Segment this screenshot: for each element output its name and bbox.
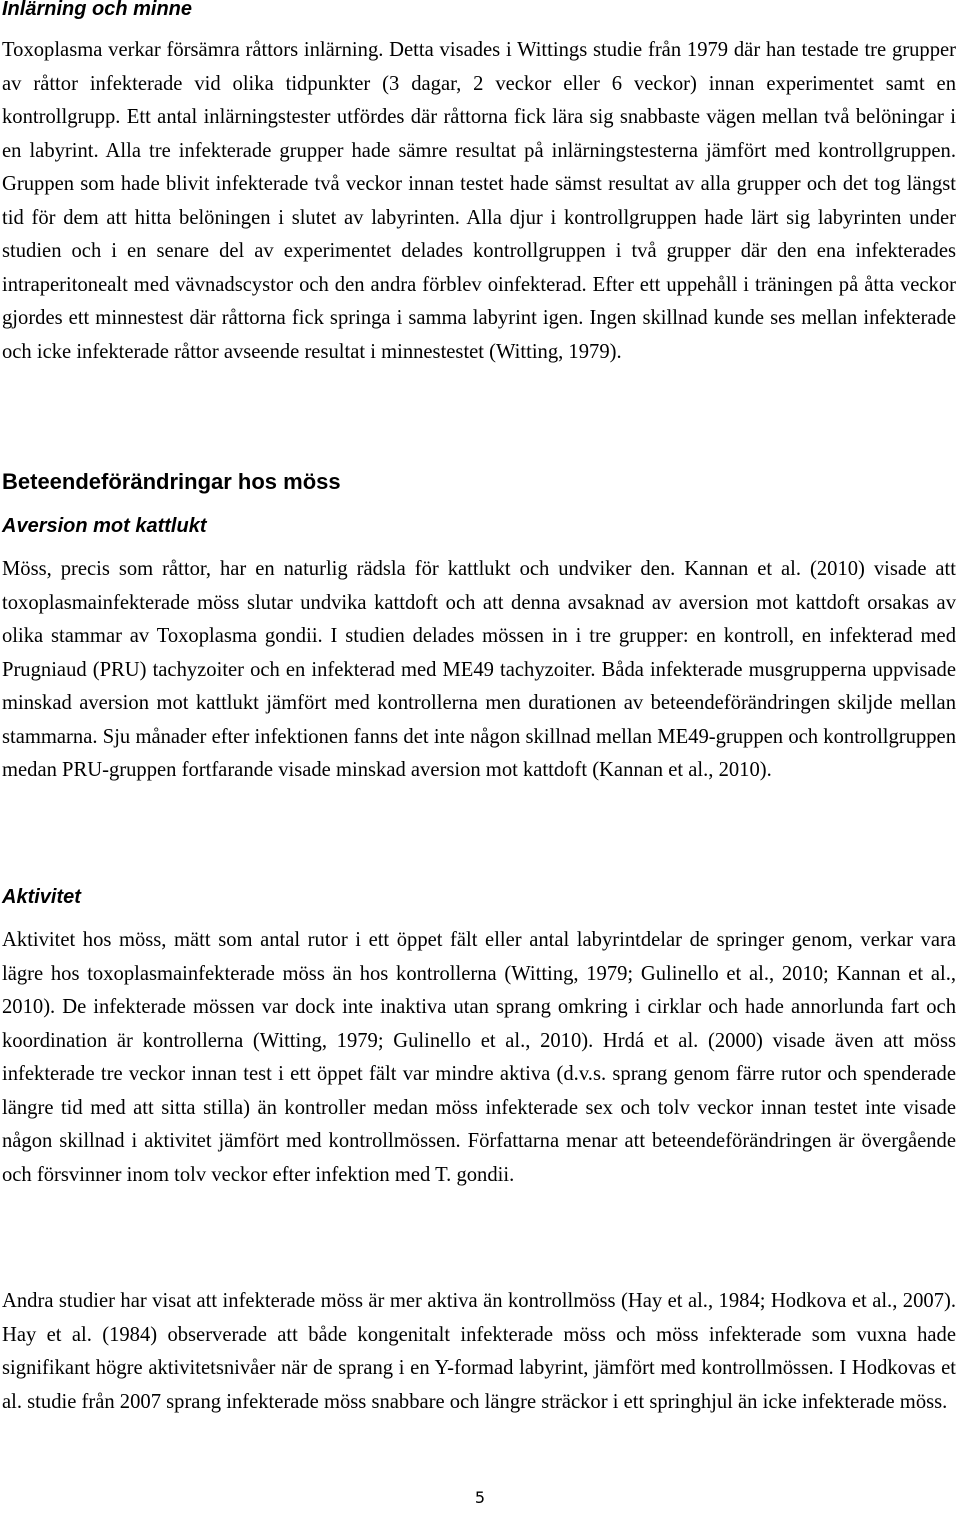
- subsection-heading-aversion: Aversion mot kattlukt: [2, 515, 207, 537]
- section-heading-beteende: Beteendeförändringar hos möss: [2, 469, 341, 494]
- subsection-heading-aktivitet: Aktivitet: [2, 886, 81, 908]
- paragraph-inlarning: Toxoplasma verkar försämra råttors inlärning. Detta visades i Wittings studie från 1979 där han testade tre grupper av råttor infekterade vid olika tidpunkter (3 dagar, 2 veckor eller 6 veckor) innan experimentet samt en kontrollgrupp. Ett antal inlärningstester utfördes där råttorna fick lära sig snabbaste vägen mellan två belöningar i en labyrint. Alla tre infekterade grupper hade sämre resultat på inlärningstesterna jämfört med kontrollgruppen. Gruppen som hade blivit infekterade två veckor innan testet hade sämst resultat av alla grupper och det tog längst tid för dem att hitta belöningen i slutet av labyrinten. Alla djur i kontrollgruppen hade lärt sig labyrinten under studien och i en senare del av experimentet delades kontrollgruppen i två grupper där den ena infekterades intraperitonealt med vävnadscystor och den andra förblev oinfekterad. Efter ett uppehåll i träningen på åtta veckor gjordes ett minnestest där råttorna fick springa i samma labyrint igen. Ingen skillnad kunde ses mellan infekterade och icke infekterade råttor avseende resultat i minnestestet (Witting, 1979).: [2, 39, 956, 363]
- paragraph-aversion: Möss, precis som råttor, har en naturlig rädsla för kattlukt och undviker den. Kannan et al. (2010) visade att toxoplasmainfekterade möss slutar undvika kattdoft och att denna avsaknad av aversion mot kattdoft orsakas av olika stammar av Toxoplasma gondii. I studien delades mössen in i tre grupper: en kontroll, en infekterad med Prugniaud (PRU) tachyzoiter och en infekterad med ME49 tachyzoiter. Båda infekterade musgrupperna uppvisade minskad aversion mot kattlukt jämfört med kontrollerna men durationen av beteendeförändringen skiljde mellan stammarna. Sju månader efter infektionen fanns det inte någon skillnad mellan ME49-gruppen och kontrollgruppen medan PRU-gruppen fortfarande visade minskad aversion mot kattdoft (Kannan et al., 2010).: [2, 558, 956, 781]
- page-number: 5: [474, 1488, 486, 1507]
- section-heading-inlarning: Inlärning och minne: [2, 0, 193, 20]
- paragraph-aktivitet-1: Aktivitet hos möss, mätt som antal rutor i ett öppet fält eller antal labyrintdelar de springer genom, verkar vara lägre hos toxoplasmainfekterade möss än hos kontrollerna (Witting, 1979; Gulinello et al., 2010; Kannan et al., 2010). De infekterade mössen var dock inte inaktiva utan sprang omkring i cirklar och hade annorlunda fart och koordination är kontrollerna (Witting, 1979; Gulinello et al., 2010). Hrdá et al. (2000) visade även att möss infekterade tre veckor innan test i ett öppet fält var mindre aktiva (d.v.s. sprang genom färre rutor och spenderade längre tid med att sitta stilla) än kontroller medan möss infekterade sex och tolv veckor innan testet inte visade någon skillnad i aktivitet jämfört med kontrollmössen. Författarna menar att beteendeförändringen är övergående och försvinner inom tolv veckor efter infektion med T. gondii.: [2, 929, 956, 1186]
- paragraph-aktivitet-2: Andra studier har visat att infekterade möss är mer aktiva än kontrollmöss (Hay et al., 1984; Hodkova et al., 2007). Hay et al. (1984) observerade att både kongenitalt infekterade möss och möss infekterade som vuxna hade signifikant högre aktivitetsnivåer när de sprang i en Y-formad labyrint, jämfört med kontrollmössen. I Hodkovas et al. studie från 2007 sprang infekterade möss snabbare och längre sträckor i ett springhjul än icke infekterade möss.: [2, 1290, 956, 1413]
